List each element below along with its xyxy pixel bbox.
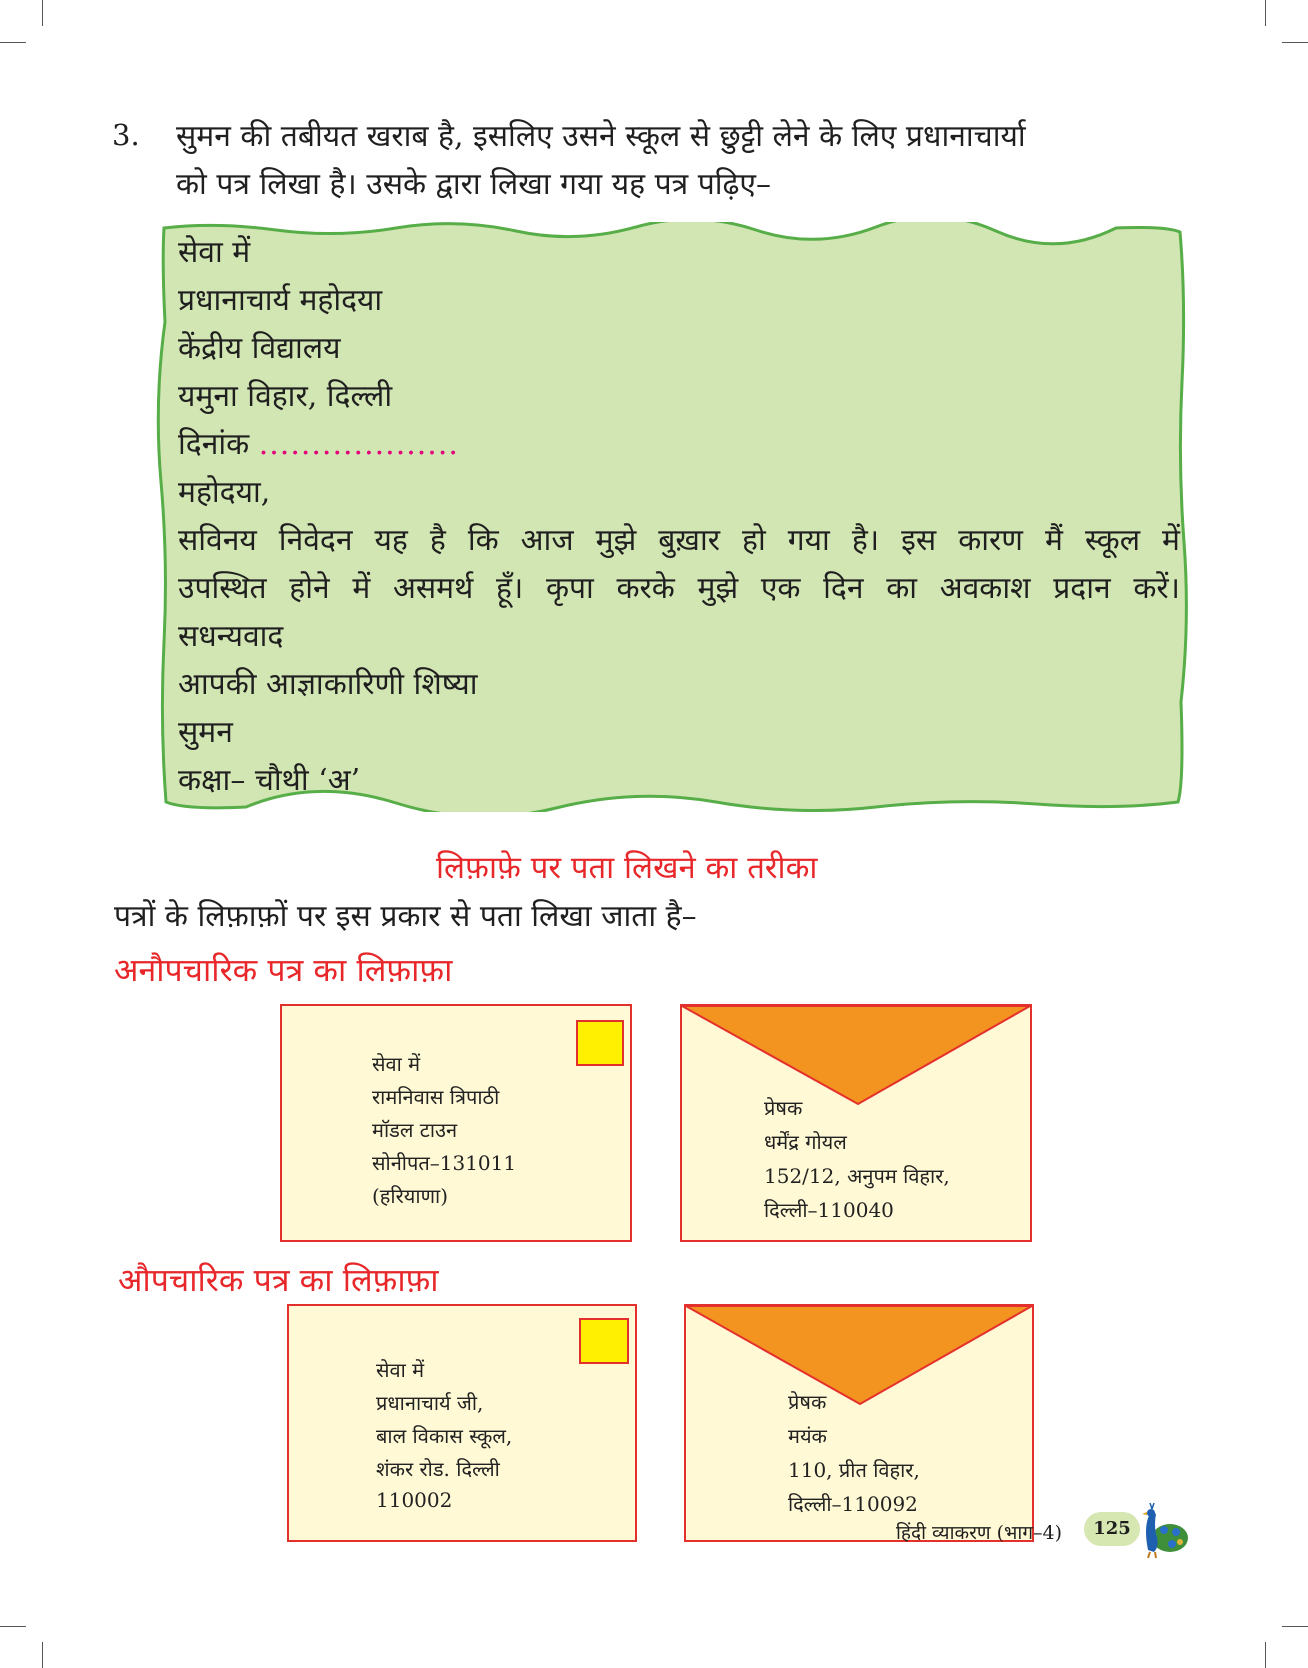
envelope-line: 110002 (376, 1488, 453, 1512)
envelope-line: मयंक (788, 1424, 827, 1448)
section-intro: पत्रों के लिफ़ाफ़ों पर इस प्रकार से पता लिखा जाता है– (114, 899, 697, 934)
crop-mark (0, 1626, 26, 1627)
postage-stamp (579, 1318, 629, 1364)
letter-class: कक्षा– चौथी ‘अ’ (178, 763, 361, 798)
envelope-line: मॉडल टाउन (372, 1118, 458, 1142)
letter-place: यमुना विहार, दिल्ली (178, 379, 393, 414)
postage-stamp (576, 1020, 624, 1066)
informal-heading: अनौपचारिक पत्र का लिफ़ाफ़ा (114, 951, 453, 989)
envelope-line: दिल्ली–110092 (788, 1492, 918, 1516)
crop-mark (1265, 1642, 1266, 1668)
crop-mark (0, 42, 26, 43)
date-label: दिनांक (178, 427, 250, 462)
letter-name: सुमन (178, 715, 233, 750)
letter-body-line-2: उपस्थित होने में असमर्थ हूँ। कृपा करके मुझे एक दिन का अवकाश प्रदान करें। (178, 571, 1180, 606)
letter-recipient: प्रधानाचार्य महोदया (178, 283, 383, 318)
crop-mark (42, 1642, 43, 1668)
envelope-line: शंकर रोड. दिल्ली (376, 1457, 500, 1481)
envelope-flap (686, 1306, 1032, 1406)
question-text-line-1: सुमन की तबीयत खराब है, इसलिए उसने स्कूल से छुट्टी लेने के लिए प्रधानाचार्या (176, 119, 1026, 154)
envelope-line: (हरियाणा) (372, 1184, 449, 1208)
envelope-line: सेवा में (372, 1052, 421, 1076)
letter-closing: आपकी आज्ञाकारिणी शिष्या (178, 667, 478, 702)
letter-thanks: सधन्यवाद (178, 619, 284, 654)
envelope-line: सोनीपत–131011 (372, 1151, 517, 1175)
date-blank: ................... (258, 427, 459, 462)
book-title: हिंदी व्याकरण (भाग–4) (896, 1522, 1063, 1544)
envelope-line: सेवा में (376, 1358, 425, 1382)
letter-to: सेवा में (178, 235, 251, 270)
envelope-line: प्रधानाचार्य जी, (376, 1391, 484, 1415)
envelope-line: प्रेषक (788, 1390, 827, 1414)
envelope-line: बाल विकास स्कूल, (376, 1424, 513, 1448)
envelope-line: प्रेषक (764, 1096, 803, 1120)
letter-school: केंद्रीय विद्यालय (178, 331, 341, 366)
envelope-line: दिल्ली–110040 (764, 1198, 894, 1222)
page-number: 125 (1084, 1512, 1140, 1546)
envelope-flap (682, 1006, 1030, 1106)
crop-mark (1265, 0, 1266, 26)
letter-date (178, 422, 459, 463)
envelope-line: 152/12, अनुपम विहार, (764, 1164, 950, 1188)
peacock-icon (1134, 1500, 1190, 1560)
question-number: 3. (112, 118, 140, 152)
letter-salutation: महोदया, (178, 475, 271, 510)
crop-mark (42, 0, 43, 26)
section-title: लिफ़ाफ़े पर पता लिखने का तरीका (436, 850, 818, 886)
crop-mark (1282, 42, 1308, 43)
question-text-line-2: को पत्र लिखा है। उसके द्वारा लिखा गया यह पत्र पढ़िए– (176, 167, 772, 202)
letter-body-line-1: सविनय निवेदन यह है कि आज मुझे बुख़ार हो गया है। इस कारण मैं स्कूल में (178, 523, 1180, 558)
crop-mark (1282, 1626, 1308, 1627)
envelope-line: 110, प्रीत विहार, (788, 1458, 920, 1482)
envelope-line: धर्मेंद्र गोयल (764, 1130, 847, 1154)
envelope-line: रामनिवास त्रिपाठी (372, 1085, 500, 1109)
formal-heading: औपचारिक पत्र का लिफ़ाफ़ा (118, 1261, 439, 1299)
